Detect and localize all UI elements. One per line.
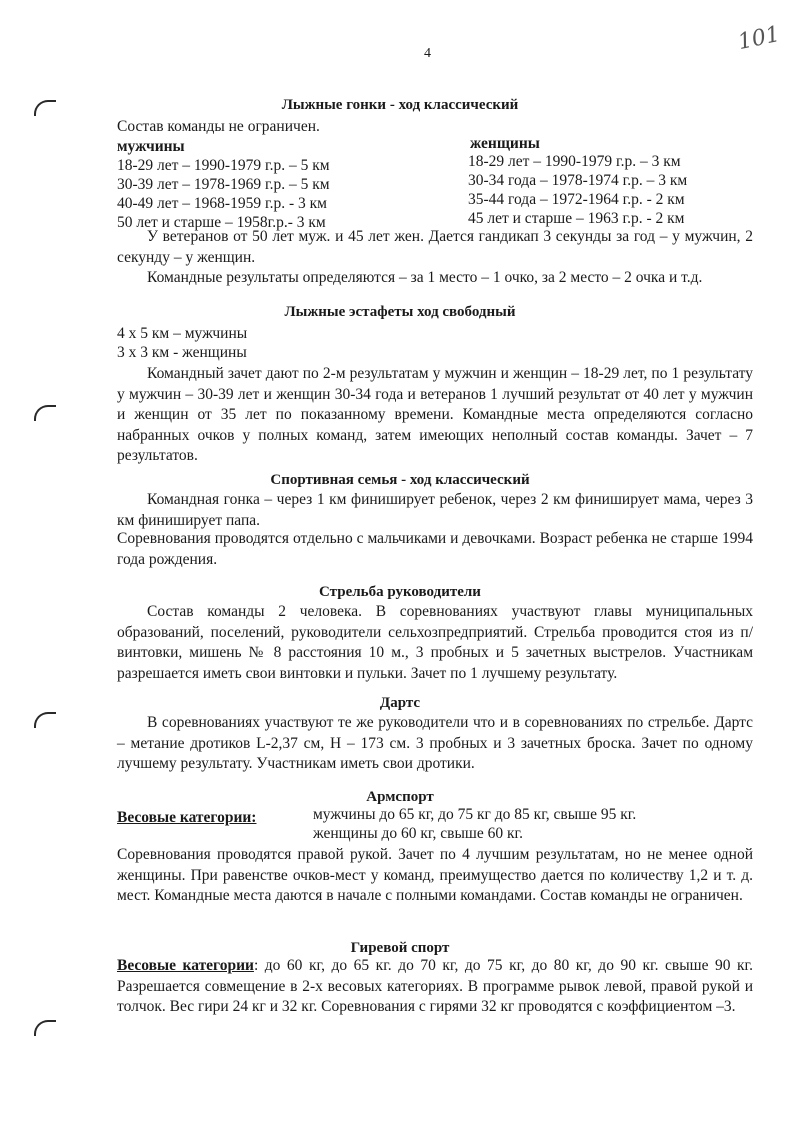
ski-team-size: Состав команды не ограничен.: [117, 118, 320, 135]
family-title: Спортивная семья - ход классический: [270, 472, 530, 488]
men-category: 50 лет и старше – 1958г.р.- 3 км: [117, 214, 326, 231]
handicap-paragraph: У ветеранов от 50 лет муж. и 45 лет жен. Дается гандикап 3 секунды за год – у мужчин, 2 секунду – у женщин.: [117, 228, 753, 266]
armsport-weights-label: Весовые категории:: [117, 809, 257, 826]
handwritten-page-mark: 101: [735, 21, 783, 56]
binder-hole-mark: [34, 405, 56, 421]
team-results-paragraph: Командные результаты определяются – за 1 место – 1 очко, за 2 место – 2 очка и т.д.: [147, 269, 703, 286]
kettlebell-paragraph: [117, 956, 753, 1018]
binder-hole-mark: [34, 712, 56, 728]
relay-men-line: 4 х 5 км – мужчины: [117, 325, 248, 342]
kettlebell-weights-label: Весовые категории: [117, 957, 254, 974]
family-paragraph-1: Командная гонка – через 1 км финиширует ребенок, через 2 км финиширует мама, через 3 км финиширует папа.: [117, 491, 753, 529]
relay-paragraph: Командный зачет дают по 2-м результатам у мужчин и женщин – 18-29 лет, по 1 результату у мужчин – 30-39 лет и женщин 30-34 года и ветеранов 1 лучший результат от 40 лет у мужчин и женщин от 35 лет по показанному времени. Командные места определяются согласно набранных очков у полных команд, затем имеющих неполный состав команды. Зачет – 7 результатов.: [117, 365, 753, 464]
darts-title: Дартс: [379, 695, 421, 711]
kettlebell-title: Гиревой спорт: [350, 940, 450, 956]
men-category: 40-49 лет – 1968-1959 г.р. - 3 км: [117, 195, 327, 212]
ski-race-title: Лыжные гонки - ход классический: [281, 97, 519, 113]
women-category: 18-29 лет – 1990-1979 г.р. – 3 км: [468, 153, 681, 170]
armsport-men-weights: мужчины до 65 кг, до 75 кг до 85 кг, свыше 95 кг.: [313, 806, 637, 823]
armsport-title: Армспорт: [366, 789, 434, 805]
darts-paragraph: В соревнованиях участвуют те же руководители что и в соревнованиях по стрельбе. Дартс – метание дротиков L-2,37 см, Н – 173 см. 3 пробных и 3 зачетных броска. Зачет по одному лучшему результату. Участникам иметь свои дротики.: [117, 714, 753, 772]
men-category: 30-39 лет – 1978-1969 г.р. – 5 км: [117, 176, 330, 193]
men-label: мужчины: [117, 138, 185, 155]
shooting-title: Стрельба руководители: [319, 584, 481, 600]
women-category: 35-44 года – 1972-1964 г.р. - 2 км: [468, 191, 685, 208]
armsport-women-weights: женщины до 60 кг, свыше 60 кг.: [313, 825, 523, 842]
women-category: 30-34 года – 1978-1974 г.р. – 3 км: [468, 172, 688, 189]
kettlebell-weights-text: : до 60 кг, до 65 кг. до 70 кг, до 75 кг, до 80 кг, до 90 кг. свыше 90 кг. Разрешается совмещение в 2-х весовых категориях. В программе рывок левой, правой рукой и толчок. Вес гири 24 кг и 32 кг. Соревнования с гирями 32 кг проводятся с коэффициентом –3.: [117, 957, 753, 1015]
relay-title: Лыжные эстафеты ход свободный: [284, 304, 516, 320]
armsport-paragraph: Соревнования проводятся правой рукой. Зачет по 4 лучшим результатам, но не менее одной женщины. При равенстве очков-мест у команд, преимущество дается по количеству 1,2 и т. д. мест. Командные места даются в начале с полными командами. Состав команды не ограничен.: [117, 846, 753, 904]
women-category: 45 лет и старше – 1963 г.р. - 2 км: [468, 210, 685, 227]
page-number: 4: [424, 46, 431, 61]
relay-women-line: 3 х 3 км - женщины: [117, 344, 247, 361]
shooting-paragraph: Состав команды 2 человека. В соревнованиях участвуют главы муниципальных образований, поселений, руководители сельхозпредприятий. Стрельба проводится стоя из п/винтовки, мишень № 8 расстояния 10 м., 3 пробных и 5 зачетных выстрелов. Участникам разрешается иметь свои винтовки и пульки. Зачет по 1 лучшему результату.: [117, 603, 753, 682]
binder-hole-mark: [34, 1020, 56, 1036]
men-category: 18-29 лет – 1990-1979 г.р. – 5 км: [117, 157, 330, 174]
women-label: женщины: [470, 135, 540, 152]
family-paragraph-2: Соревнования проводятся отдельно с мальчиками и девочками. Возраст ребенка не старше 1994 года рождения.: [117, 530, 753, 568]
